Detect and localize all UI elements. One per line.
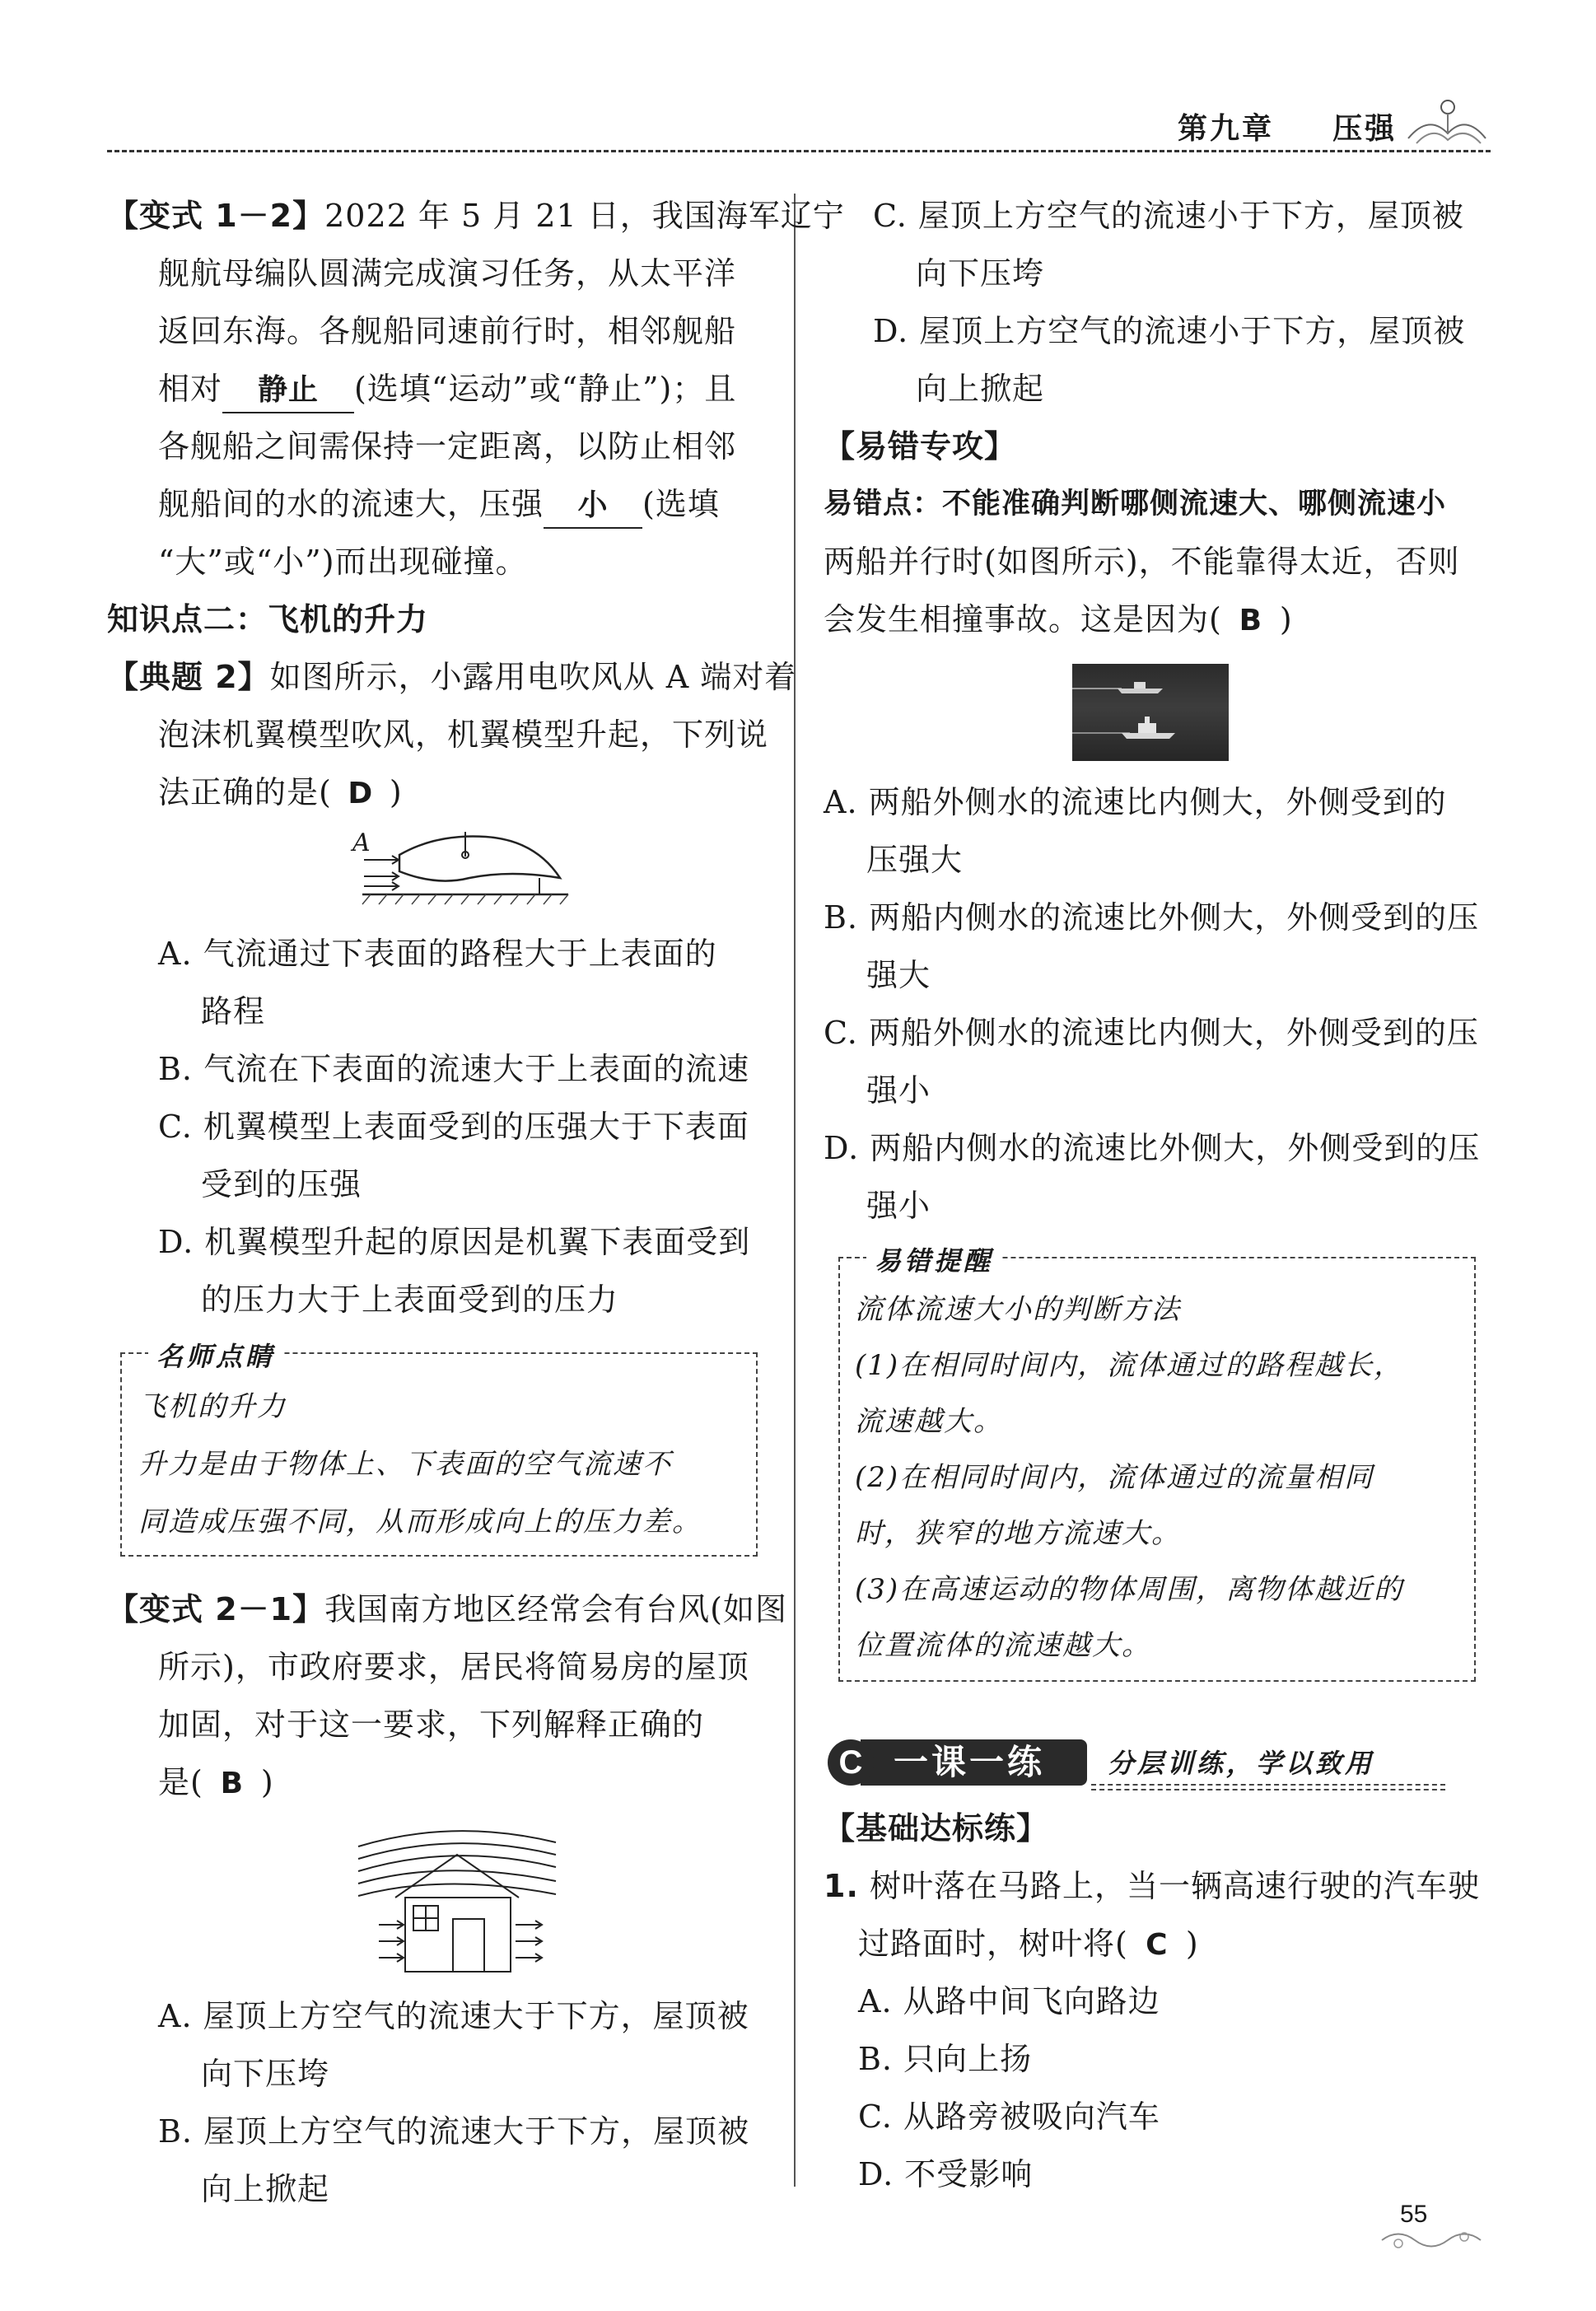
- variant-2-1-line4: 是( B ): [158, 1754, 274, 1812]
- example-2-option-c-cont: 受到的压强: [201, 1166, 362, 1202]
- variant-2-1-option-a: A. 屋顶上方空气的流速大于下方，屋顶被: [158, 1998, 749, 2034]
- example-2-option-c: C. 机翼模型上表面受到的压强大于下表面: [158, 1109, 749, 1145]
- banner-subtitle: 分层训练，学以致用: [1108, 1748, 1375, 1779]
- error-reminder-line2: (1)在相同时间内，流体通过的路程越长，: [855, 1349, 1404, 1382]
- variant-2-1-option-a-cont: 向下压垮: [201, 2056, 330, 2092]
- variant-1-2-line6: 舰船间的水的流速大，压强 小 (选填: [158, 476, 720, 532]
- banner-rule: [1091, 1789, 1445, 1790]
- example-2-option-a-cont: 路程: [201, 993, 266, 1029]
- question-1-option-d: D. 不受影响: [858, 2156, 1034, 2192]
- error-prone-option-c-cont: 强小: [866, 1072, 931, 1109]
- answer-blank: 小: [544, 484, 642, 529]
- chapter-topic: 压强: [1332, 112, 1398, 146]
- example-2-line3: 法正确的是( D ): [158, 764, 403, 822]
- answer-blank: 静止: [222, 369, 354, 413]
- variant-2-1-option-d: D. 屋顶上方空气的流速小于下方，屋顶被: [873, 313, 1466, 349]
- example-2-option-a: A. 气流通过下表面的路程大于上表面的: [158, 936, 717, 972]
- teacher-tip-line1: 飞机的升力: [138, 1390, 287, 1423]
- question-1-option-c: C. 从路旁被吸向汽车: [858, 2099, 1160, 2135]
- question-1-line1: 1. 树叶落在马路上，当一辆高速行驶的汽车驶: [824, 1868, 1480, 1904]
- practice-section-banner: [828, 1736, 1445, 1789]
- error-prone-option-a-cont: 压强大: [866, 842, 964, 878]
- error-reminder-line3: 流速越大。: [855, 1405, 1003, 1438]
- basic-practice-heading: 【基础达标练】: [824, 1810, 1049, 1846]
- error-reminder-title: 易错提醒: [866, 1240, 1001, 1278]
- chapter-header: [1178, 105, 1397, 147]
- variant-1-2-line7: “大”或“小”)而出现碰撞。: [158, 544, 528, 580]
- column-divider: [794, 194, 796, 2187]
- variant-2-1-option-c: C. 屋顶上方空气的流速小于下方，屋顶被: [873, 198, 1464, 234]
- question-1-option-a: A. 从路中间飞向路边: [858, 1983, 1160, 2019]
- answer-choice: B: [220, 1767, 245, 1800]
- answer-choice: C: [1146, 1928, 1169, 1962]
- banner-title: 一课一练: [861, 1739, 1087, 1786]
- error-reminder-line1: 流体流速大小的判断方法: [855, 1293, 1181, 1326]
- variant-2-1-line3: 加固，对于这一要求，下列解释正确的: [158, 1706, 705, 1743]
- example-2-option-b: B. 气流在下表面的流速大于上表面的流速: [158, 1051, 750, 1087]
- error-prone-option-b-cont: 强大: [866, 957, 931, 993]
- variant-1-2-line5: 各舰船之间需保持一定距离，以防止相邻: [158, 428, 737, 465]
- teacher-tip-line2: 升力是由于物体上、下表面的空气流速不: [138, 1448, 672, 1481]
- example-2-line2: 泡沫机翼模型吹风，机翼模型升起，下列说: [158, 717, 769, 753]
- variant-1-2-line1: 【变式 1－2】2022 年 5 月 21 日，我国海军辽宁: [107, 198, 845, 234]
- wing-figure-label: A: [352, 829, 371, 857]
- teacher-tip-line3: 同造成压强不同，从而形成向上的压力差。: [138, 1506, 702, 1538]
- example-2-option-d: D. 机翼模型升起的原因是机翼下表面受到: [158, 1224, 751, 1260]
- teacher-tip-title: 名师点睛: [148, 1336, 283, 1374]
- variant-2-1-option-c-cont: 向下压垮: [916, 255, 1045, 292]
- error-prone-line1: 两船并行时(如图所示)，不能靠得太近，否则: [824, 544, 1460, 580]
- answer-choice: B: [1239, 604, 1263, 637]
- example-2-line1: 【典题 2】如图所示，小露用电吹风从 A 端对着: [107, 659, 797, 695]
- error-prone-option-a: A. 两船外侧水的流速比内侧大，外侧受到的: [824, 784, 1447, 820]
- variant-2-1-option-b-cont: 向上掀起: [201, 2171, 330, 2207]
- error-prone-option-d: D. 两船内侧水的流速比外侧大，外侧受到的压: [824, 1130, 1481, 1166]
- footer-ornament-icon: [1374, 2224, 1489, 2257]
- header-ornament-icon: [1400, 97, 1491, 150]
- question-1-line2: 过路面时，树叶将( C ): [858, 1916, 1199, 1973]
- knowledge-point-heading: 知识点二：飞机的升力: [107, 601, 429, 637]
- page-number: 55: [1400, 2201, 1428, 2228]
- error-reminder-line7: 位置流体的流速越大。: [855, 1629, 1151, 1662]
- answer-choice: D: [348, 777, 374, 810]
- variant-1-2-line3: 返回东海。各舰船同速前行时，相邻舰船: [158, 313, 737, 349]
- variant-2-1-line1: 【变式 2－1】我国南方地区经常会有台风(如图: [107, 1591, 787, 1627]
- banner-badge: C: [828, 1739, 874, 1786]
- error-prone-option-b: B. 两船内侧水的流速比外侧大，外侧受到的压: [824, 899, 1480, 936]
- question-1-option-b: B. 只向上扬: [858, 2041, 1033, 2077]
- error-prone-option-d-cont: 强小: [866, 1188, 931, 1224]
- error-prone-option-c: C. 两船外侧水的流速比内侧大，外侧受到的压: [824, 1015, 1479, 1051]
- variant-2-1-line2: 所示)，市政府要求，居民将简易房的屋顶: [158, 1649, 749, 1685]
- banner-rule: [1091, 1784, 1445, 1786]
- variant-1-2-line2: 舰航母编队圆满完成演习任务，从太平洋: [158, 255, 737, 292]
- typhoon-house-figure: [354, 1822, 560, 1978]
- error-reminder-line4: (2)在相同时间内，流体通过的流量相同: [855, 1461, 1374, 1494]
- chapter-label: 第九章: [1178, 112, 1275, 146]
- header-divider: [107, 150, 1491, 152]
- variant-2-1-option-b: B. 屋顶上方空气的流速大于下方，屋顶被: [158, 2113, 750, 2150]
- error-reminder-line6: (3)在高速运动的物体周围，离物体越近的: [855, 1573, 1404, 1606]
- example-2-option-d-cont: 的压力大于上表面受到的压力: [201, 1282, 619, 1318]
- ships-icon: [1072, 664, 1229, 761]
- error-reminder-line5: 时，狭窄的地方流速大。: [855, 1517, 1181, 1550]
- variant-1-2-line4: 相对 静止 (选填“运动”或“静止”)；且: [158, 361, 736, 417]
- variant-2-1-option-d-cont: 向上掀起: [916, 371, 1045, 407]
- error-prone-point: 易错点：不能准确判断哪侧流速大、哪侧流速小: [824, 488, 1447, 521]
- error-prone-heading: 【易错专攻】: [824, 428, 1017, 465]
- two-ships-photo: [1072, 664, 1229, 761]
- error-prone-line2: 会发生相撞事故。这是因为( B ): [824, 591, 1293, 649]
- wing-model-figure: [346, 829, 576, 911]
